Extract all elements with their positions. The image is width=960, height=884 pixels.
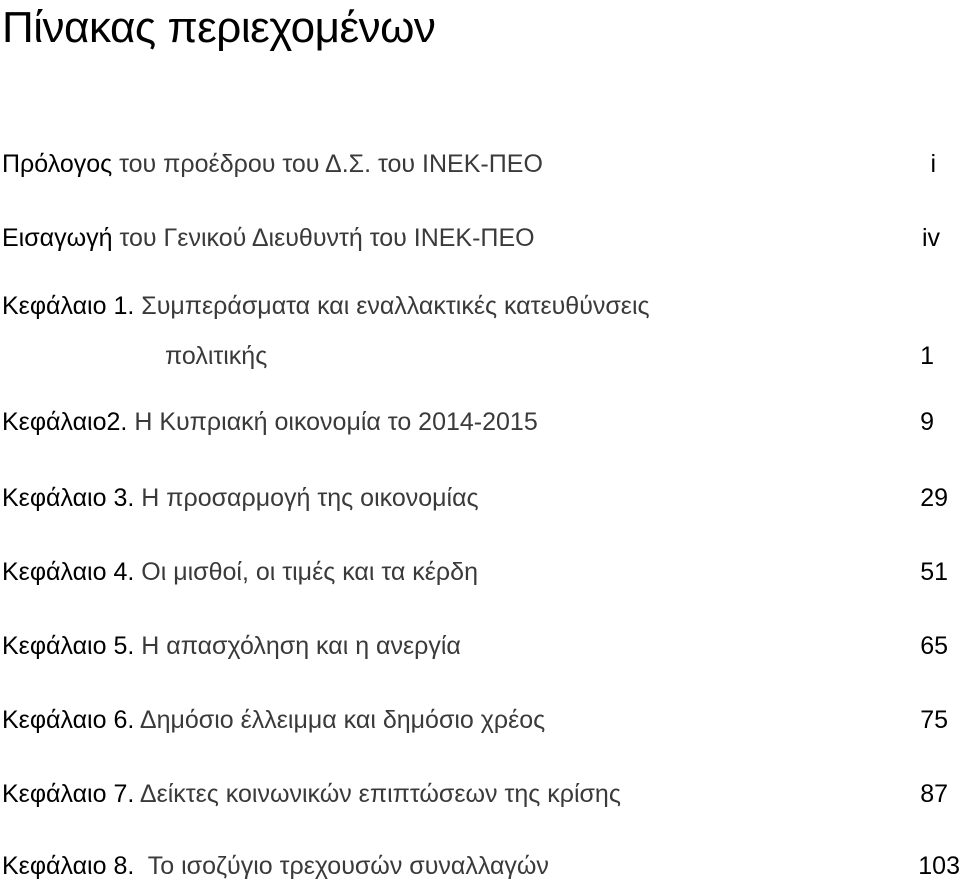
toc-entry-title: Δημόσιο έλλειμμα και δημόσιο χρέος	[134, 706, 546, 734]
toc-entry-page: 87	[920, 780, 948, 808]
toc-entry-chapter-4[interactable]	[2, 556, 948, 588]
toc-entry-label: Κεφάλαιο 5.	[2, 632, 135, 660]
toc-entry-chapter-1[interactable]	[2, 290, 948, 372]
toc-entry-title: Η Κυπριακή οικονομία το 2014-2015	[127, 408, 538, 436]
toc-entry-introduction[interactable]	[2, 222, 948, 254]
toc-entry-label: Κεφάλαιο 7.	[2, 780, 135, 808]
toc-entry-label: Κεφάλαιο 6.	[2, 706, 135, 734]
toc-entry-label: Κεφάλαιο 3.	[2, 484, 135, 512]
toc-entry-page: 29	[920, 484, 948, 512]
toc-entry-label: Κεφάλαιο2.	[2, 408, 128, 436]
toc-entry-chapter-5[interactable]	[2, 630, 948, 662]
toc-entry-label: Κεφάλαιο 4.	[2, 558, 135, 586]
toc-entry-chapter-6[interactable]	[2, 704, 948, 736]
toc-entry-label: Κεφάλαιο 8.	[2, 852, 135, 880]
toc-entry-title: Συμπεράσματα και εναλλακτικές κατευθύνσεις	[134, 292, 650, 320]
toc-entry-title: Οι μισθοί, οι τιμές και τα κέρδη	[134, 558, 478, 586]
toc-entry-title: Το ισοζύγιο τρεχουσών συναλλαγών	[134, 852, 549, 880]
toc-entry-title: Η προσαρμογή της οικονομίας	[134, 484, 479, 512]
toc-entry-chapter-7[interactable]	[2, 778, 948, 810]
toc-entry-label: Πρόλογος	[2, 150, 113, 178]
toc-entry-page: i	[930, 150, 936, 178]
toc-entry-page: 51	[920, 558, 948, 586]
toc-entry-title: Δείκτες κοινωνικών επιπτώσεων της κρίσης	[134, 780, 621, 808]
toc-entry-page: 65	[920, 632, 948, 660]
toc-entry-prologue[interactable]	[2, 148, 948, 180]
page-title: Πίνακας περιεχομένων	[2, 3, 436, 52]
toc-entry-title-continued: πολιτικής	[165, 342, 268, 370]
toc-entry-title: Η απασχόληση και η ανεργία	[134, 632, 461, 660]
toc-entry-chapter-3[interactable]	[2, 482, 948, 514]
toc-entry-label: Κεφάλαιο 1.	[2, 292, 135, 320]
toc-entry-label: Εισαγωγή	[2, 224, 113, 252]
toc-entry-page: 75	[920, 706, 948, 734]
toc-entry-title: του προέδρου του Δ.Σ. του ΙΝΕΚ-ΠΕΟ	[112, 150, 543, 178]
toc-entry-page: 9	[920, 408, 934, 436]
toc-entry-title: του Γενικού Διευθυντή του ΙΝΕΚ-ΠΕΟ	[112, 224, 535, 252]
toc-entry-page: 103	[918, 852, 960, 880]
toc-entry-page: 1	[920, 342, 934, 370]
toc-entry-chapter-8[interactable]	[2, 850, 960, 882]
toc-entry-chapter-2[interactable]	[2, 406, 948, 438]
toc-entry-page: iv	[921, 224, 940, 252]
